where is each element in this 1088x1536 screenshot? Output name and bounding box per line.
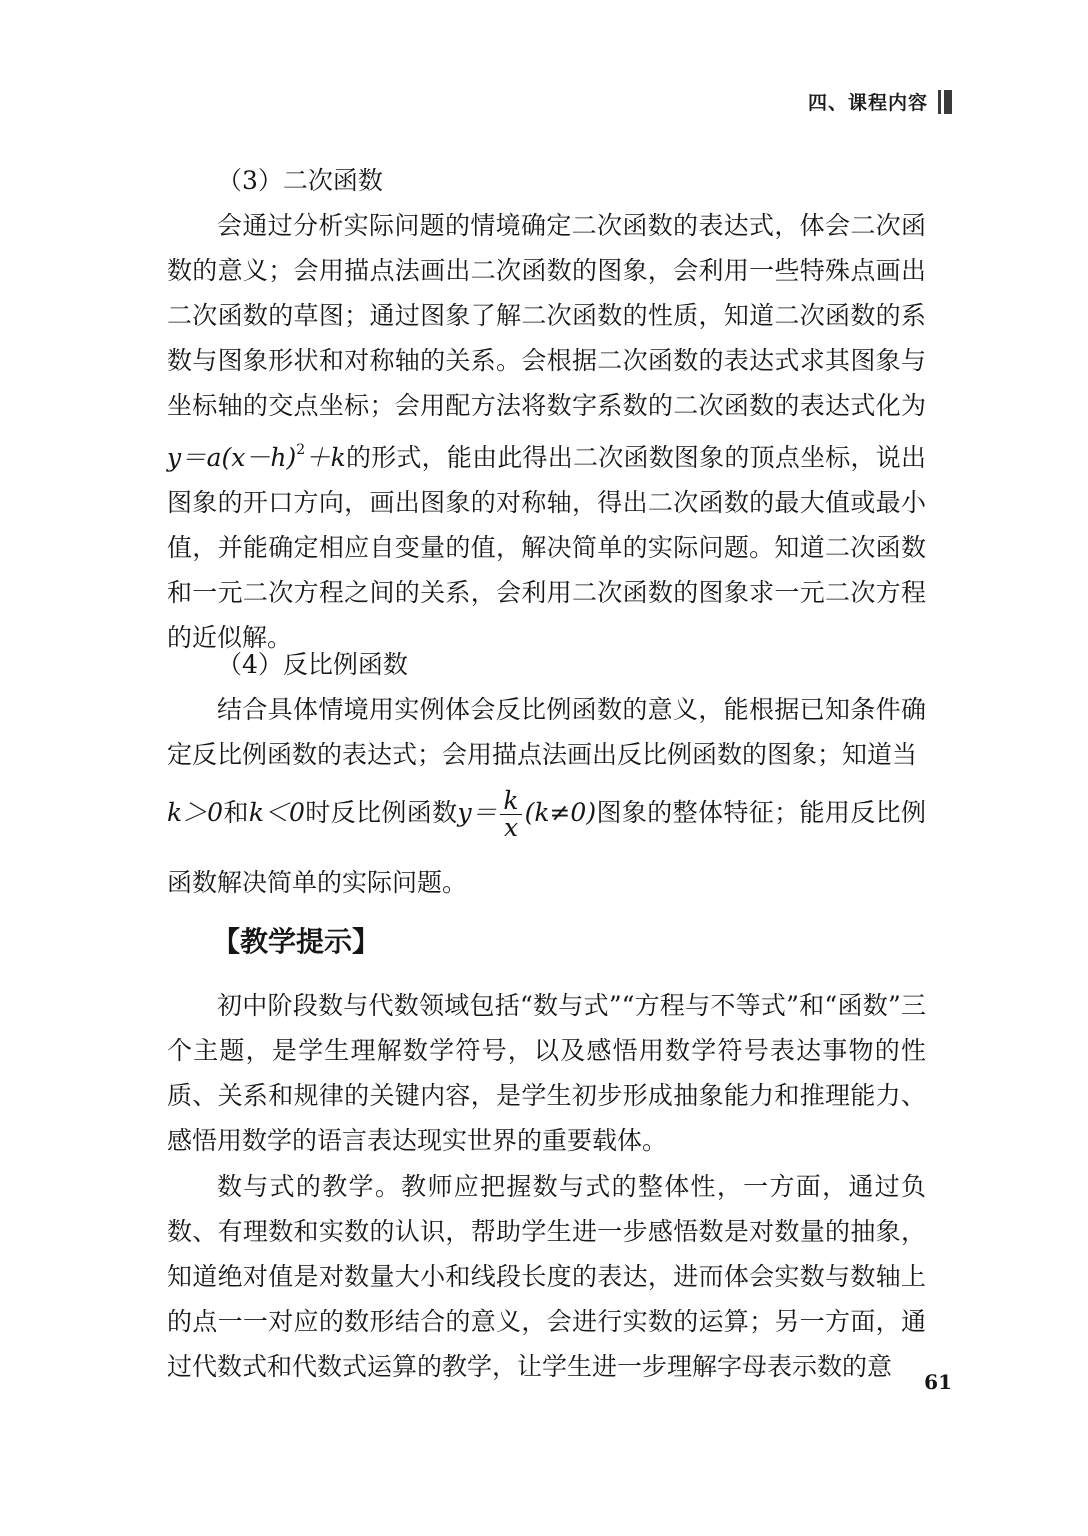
y-equals: y＝: [457, 798, 498, 827]
inverse-paragraph-a: 结合具体情境用实例体会反比例函数的意义，能根据已知条件确定反比例函数的表达式；会用描点法画出反比例函数的图象；知道当: [167, 695, 926, 769]
header-bar-thin: [938, 90, 941, 114]
quadratic-text-b: 的形式，能由此得出二次函数图象的顶点坐标，说出图象的开口方向，画出图象的对称轴，得出二次函数的最大值或最小值，并能确定相应自变量的值，解决简单的实际问题。知道二次函数和一元二次方程之间的关系，会利用二次函数的图象求一元二次方程的近似解。: [167, 443, 926, 652]
k-over-x-fraction: [500, 788, 521, 841]
k-positive: k＞0: [167, 798, 224, 827]
section-title: 四、课程内容: [807, 92, 928, 114]
fraction-numerator: k: [500, 788, 521, 815]
inverse-formula-line: k＞0和k＜0时反比例函数y＝ $\frac{k}{x}$ (k≠0)图象的整体特征；能用反比例函数解决简单的实际问题。: [167, 786, 926, 897]
page-number: 61: [924, 1370, 952, 1394]
teaching-tips-heading: 【教学提示】: [212, 925, 381, 958]
tips-paragraph-2: 数与式的教学。教师应把握数与式的整体性，一方面，通过负数、有理数和实数的认识，帮助学生进一步感悟数是对数量的抽象，知道绝对值是对数量大小和线段长度的表达，进而体会实数与数轴上的点一一对应的数形结合的意义，会进行实数的运算；另一方面，通过代数式和代数式运算的教学，让学生进一步理解字母表示数的意: [167, 1172, 926, 1381]
quadratic-title: （3）二次函数: [217, 166, 383, 195]
inverse-title: （4）反比例函数: [217, 650, 408, 679]
tips-paragraph-1: 初中阶段数与代数领域包括“数与式”“方程与不等式”和“函数”三个主题，是学生理解数学符号，以及感悟用数学符号表达事物的性质、关系和规律的关键内容，是学生初步形成抽象能力和推理能力、感悟用数学的语言表达现实世界的重要载体。: [167, 991, 926, 1155]
k-negative: k＜0: [248, 798, 305, 827]
header-bar-thick: [944, 90, 952, 114]
header-bar-icon: [938, 90, 952, 114]
quadratic-paragraph: [167, 203, 926, 660]
quadratic-text-a: 会通过分析实际问题的情境确定二次函数的表达式，体会二次函数的意义；会用描点法画出二次函数的图象，会利用一些特殊点画出二次函数的草图；通过图象了解二次函数的性质，知道二次函数的系数与图象形状和对称轴的关系。会根据二次函数的表达式求其图象与坐标轴的交点坐标；会用配方法将数字系数的二次函数的表达式化为: [167, 211, 926, 420]
vertex-formula: $y=a(x-h)^2+k$: [167, 442, 346, 472]
k-nonzero: (k≠0): [524, 798, 597, 827]
fraction-denominator: x: [503, 813, 519, 842]
running-header: [808, 88, 952, 115]
